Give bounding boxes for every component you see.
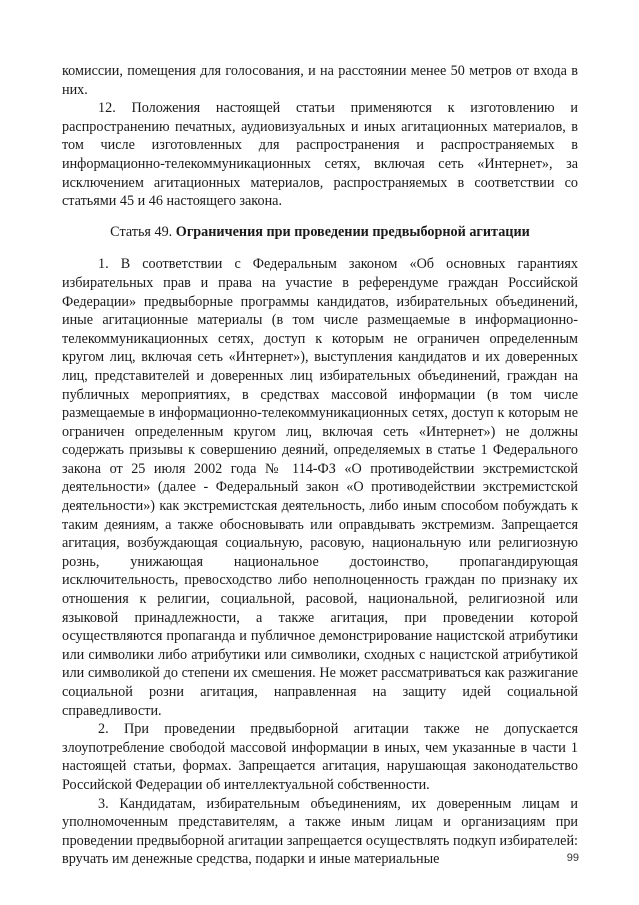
document-body	[62, 62, 578, 869]
paragraph-1: 1. В соответствии с Федеральным законом «Об основных гарантиях избирательных прав и права на участие в референдуме граждан Российской Федерации» предвыборные программы кандидатов, избирательных объединений, иные агитационные материалы (в том числе размещаемые в информационно-телекоммуникационных сетях, доступ к которым не ограничен определенным кругом лиц, включая сеть «Интернет»), выступления кандидатов и их доверенных лиц, представителей и доверенных лиц избирательных объединений, граждан на публичных мероприятиях, в средствах массовой информации (в том числе размещаемые в информационно-телекоммуникационных сетях, доступ к которым не ограничен определенным кругом лиц, включая сеть «Интернет») не должны содержать призывы к совершению деяний, определяемых в статье 1 Федерального закона от 25 июля 2002 года № 114-ФЗ «О противодействии экстремистской деятельности» (далее - Федеральный закон «О противодействии экстремистской деятельности») как экстремистская деятельность, либо иным способом побуждать к таким деяниям, а также обосновывать или оправдывать экстремизм. Запрещается агитация, возбуждающая социальную, расовую, национальную или религиозную рознь, унижающая национальное достоинство, пропагандирующая исключительность, превосходство либо неполноценность граждан по признаку их отношения к религии, социальной, расовой, национальной, религиозной или языковой принадлежности, а также агитация, при проведении которой осуществляются пропаганда и публичное демонстрирование нацистской атрибутики или символики либо атрибутики или символики, сходных с нацистской атрибутикой или символикой до степени их смешения. Не может рассматриваться как разжигание социальной розни агитация, направленная на защиту идей социальной справедливости.	[62, 256, 578, 719]
article-number: Статья 49.	[110, 223, 173, 240]
paragraph-12: 12. Положения настоящей статьи применяются к изготовлению и распространению печатных, аудиовизуальных и иных агитационных материалов, в том числе изготовленных для распространения и распространяемых в информационно-телекоммуникационных сетях, включая сеть «Интернет», за исключением агитационных материалов, распространяемых в соответствии со статьями 45 и 46 настоящего закона.	[62, 100, 578, 210]
article-heading	[62, 223, 578, 242]
page-number: 99	[566, 852, 579, 864]
paragraph-continued: комиссии, помещения для голосования, и на расстоянии менее 50 метров от входа в них.	[62, 63, 578, 98]
paragraph-2: 2. При проведении предвыборной агитации также не допускается злоупотребление свободой массовой информации в иных, чем указанные в части 1 настоящей статьи, формах. Запрещается агитация, нарушающая законодательство Российской Федерации об интеллектуальной собственности.	[62, 721, 578, 793]
article-title: Ограничения при проведении предвыборной агитации	[175, 223, 530, 240]
paragraph-3: 3. Кандидатам, избирательным объединениям, их доверенным лицам и уполномоченным представителям, а также иным лицам и организациям при проведении предвыборной агитации запрещается осуществлять подкуп избирателей: вручать им денежные средства, подарки и иные материальные	[62, 795, 578, 868]
